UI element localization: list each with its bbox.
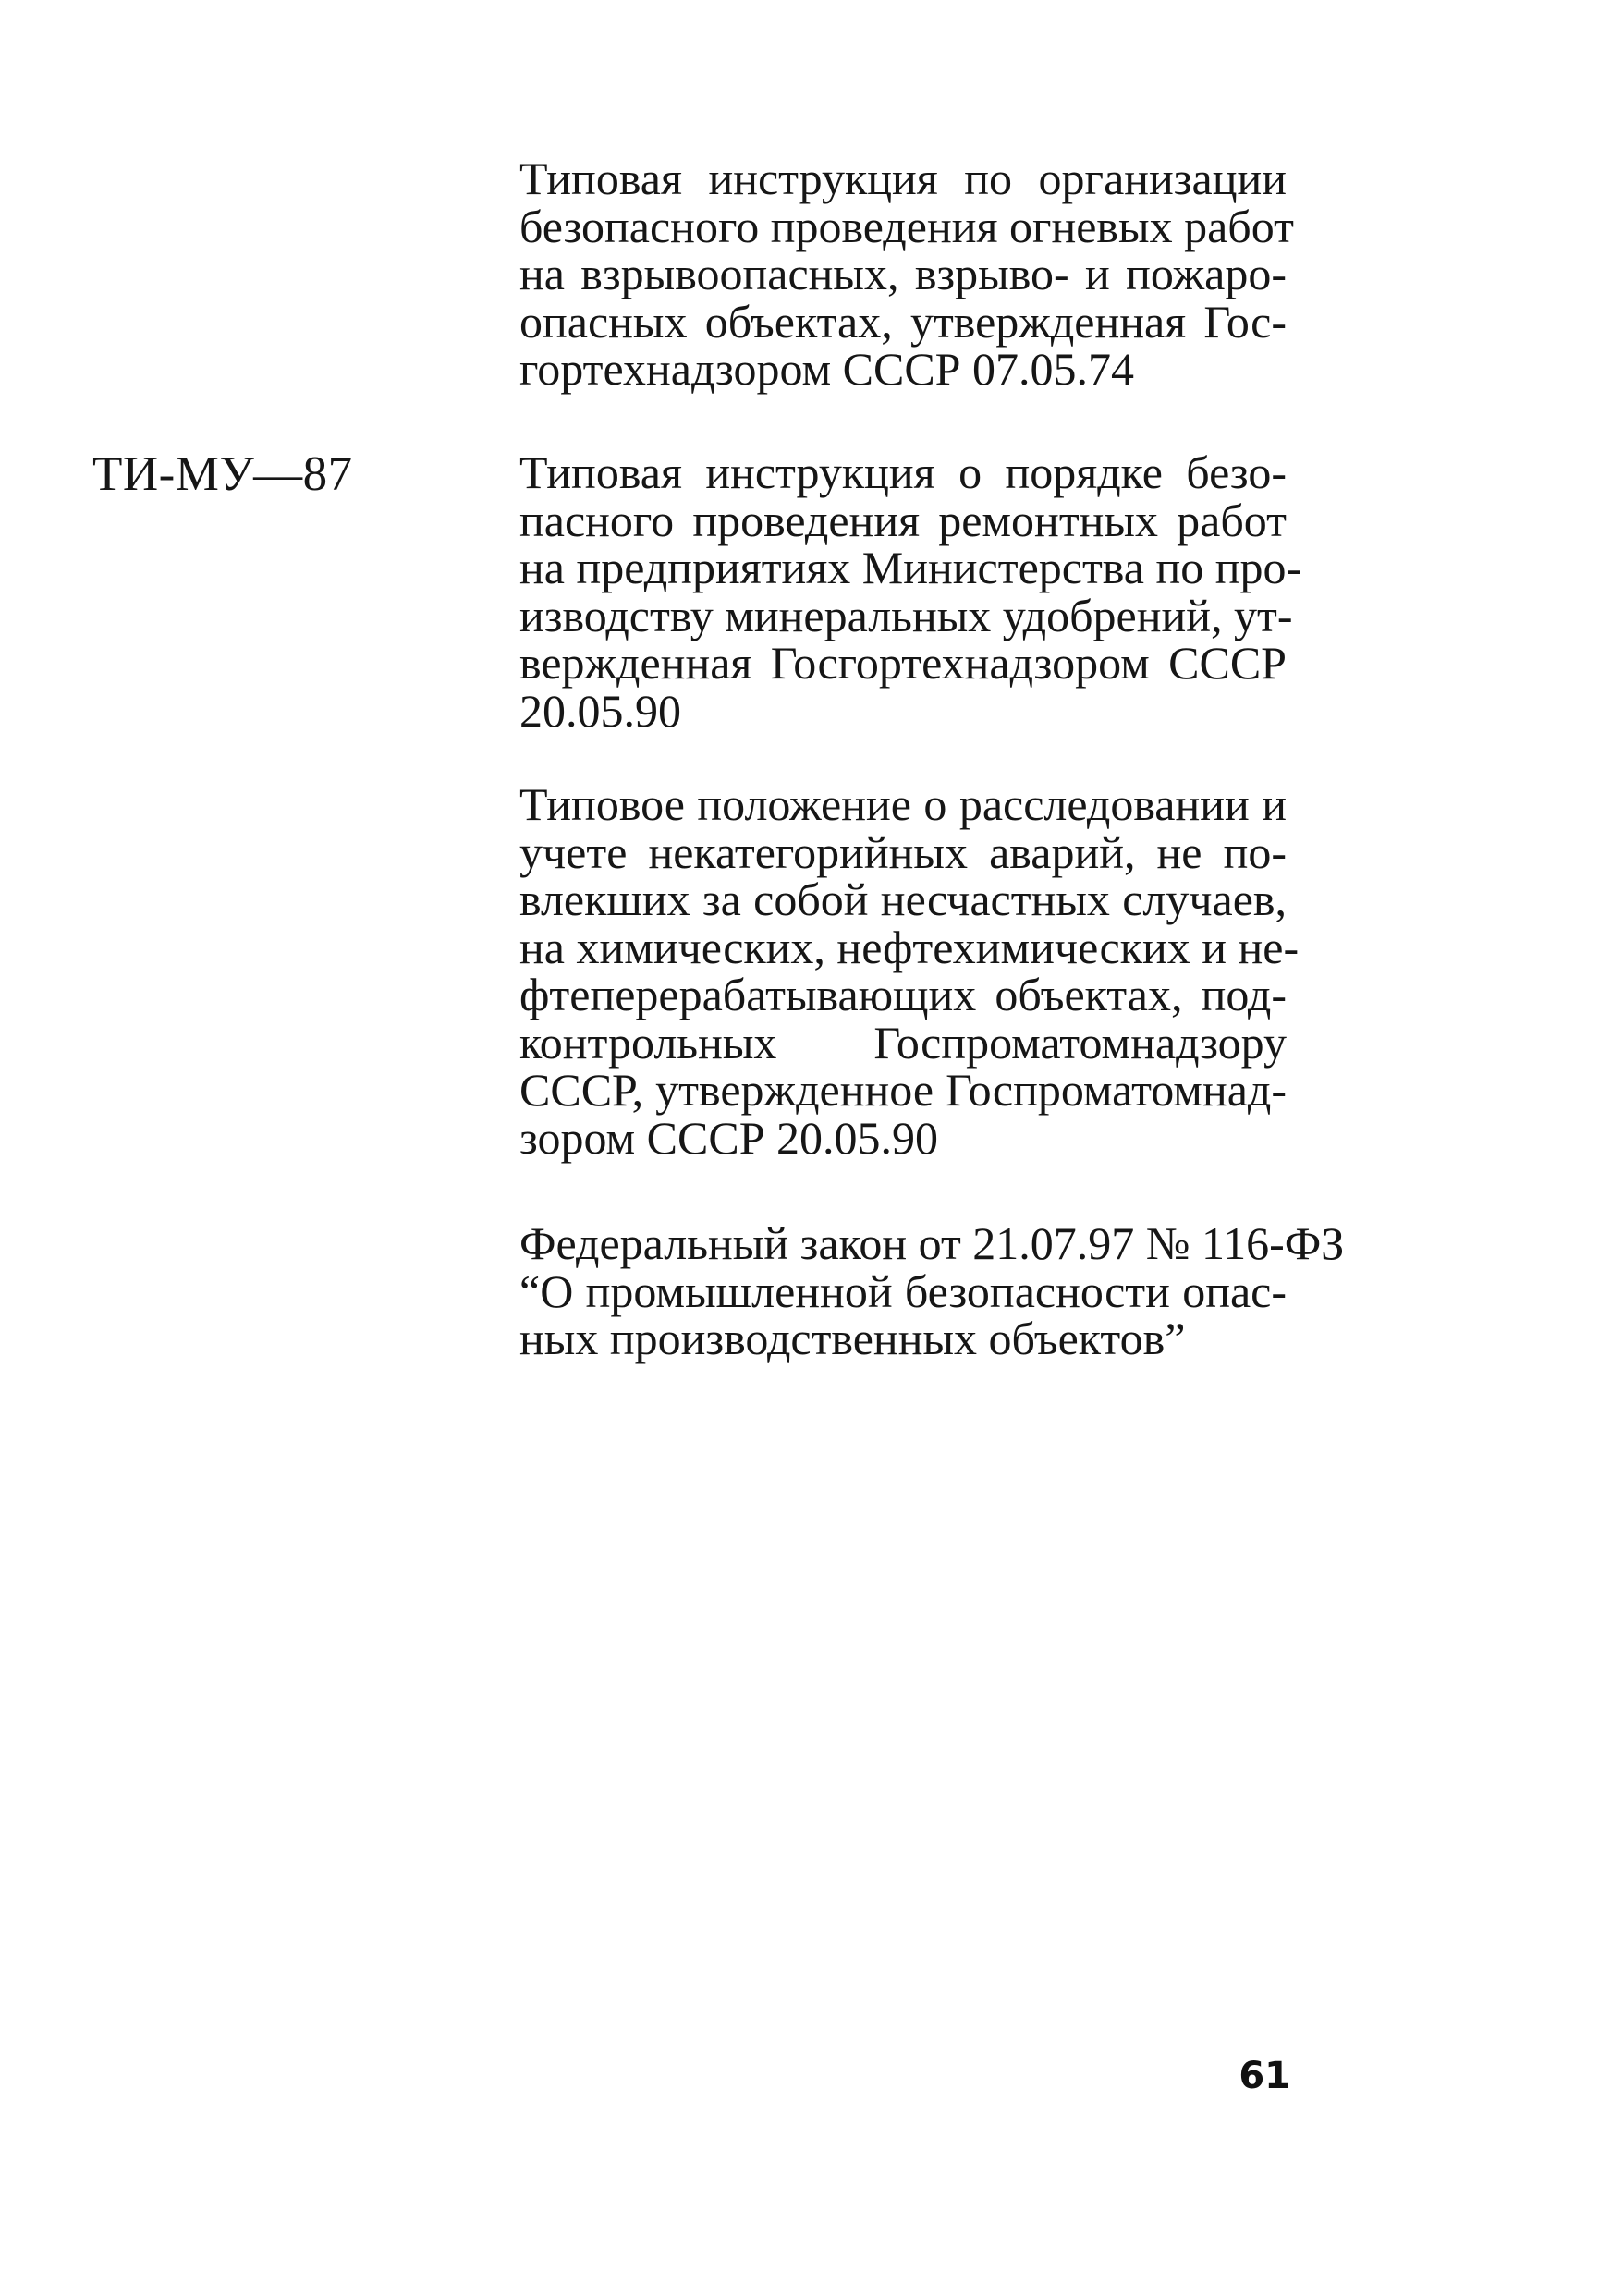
entry-description <box>519 153 1294 395</box>
entry-text-line: “О промышленной безопасности опас- <box>519 1264 1287 1317</box>
entry-text-line: на взрывоопасных, взрыво- и пожаро- <box>519 248 1287 299</box>
entry-text-line: Типовая инструкция о порядке безо- <box>519 446 1287 498</box>
entry-text-line: гортехнадзором СССР 07.05.74 <box>519 343 1134 395</box>
entry-text-line: учете некатегорийных аварий, не по- <box>519 825 1287 878</box>
entry-text-line: безопасного проведения огневых работ <box>519 200 1294 252</box>
entry-text-line: Федеральный закон от 21.07.97 № 116-ФЗ <box>519 1217 1345 1269</box>
entry-text-line: вержденная Госгортехнадзором СССР <box>519 637 1287 689</box>
entry-text-line: ных производственных объектов” <box>519 1313 1186 1364</box>
entry-text-line: на химических, нефтехимических и не- <box>519 921 1300 973</box>
entry-text-line: на предприятиях Министерства по про- <box>519 542 1302 593</box>
entry-description <box>519 778 1300 1164</box>
entry-text-line: изводству минеральных удобрений, ут- <box>519 589 1293 641</box>
page-number: 61 <box>1239 2055 1290 2097</box>
entry-description <box>519 446 1302 737</box>
document-code: ТИ-МУ—87 <box>92 447 353 501</box>
entry-text-line: контрольных Госпроматомнадзору <box>519 1016 1287 1069</box>
entry-text-line: пасного проведения ремонтных работ <box>519 494 1287 546</box>
entry-text-line: 20.05.90 <box>519 684 681 737</box>
entry-text-line: СССР, утвержденное Госпроматомнад- <box>519 1064 1287 1116</box>
entry-text-line: опасных объектах, утвержденная Гос- <box>519 295 1287 348</box>
entry-text-line: фтеперерабатывающих объектах, под- <box>519 969 1287 1020</box>
entry-text-line: Типовое положение о расследовании и <box>519 778 1287 830</box>
entry-description <box>519 1217 1345 1364</box>
entry-text-line: зором СССР 20.05.90 <box>519 1111 939 1164</box>
entry-text-line: влекших за собой несчастных случаев, <box>519 873 1287 925</box>
entry-text-line: Типовая инструкция по организации <box>519 153 1287 204</box>
